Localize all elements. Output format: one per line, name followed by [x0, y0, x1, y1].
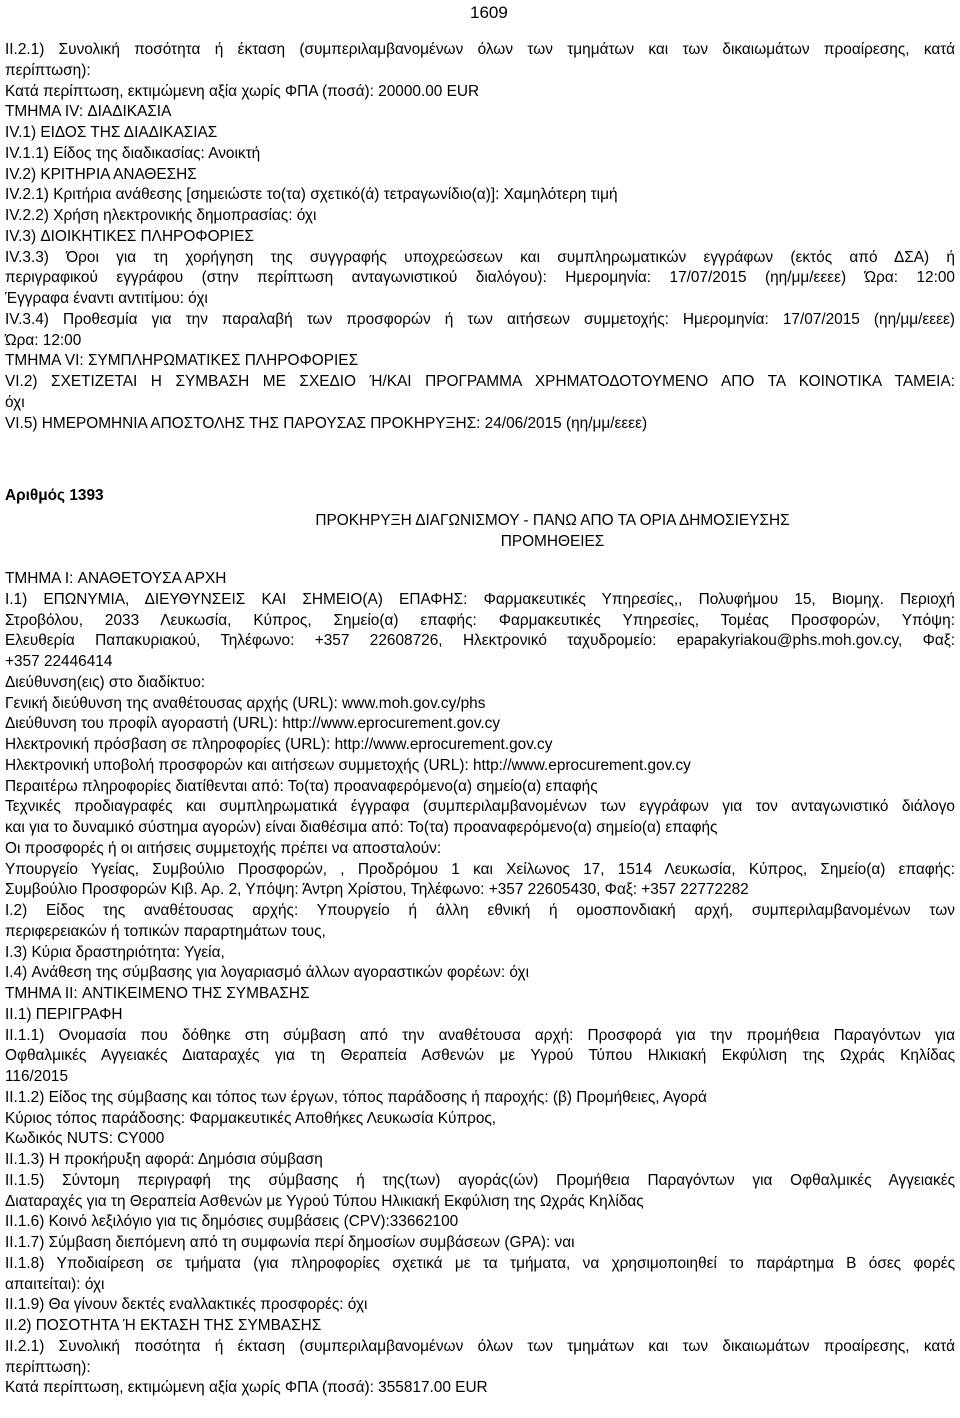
- text-line: Διεύθυνση(εις) στο διαδίκτυο:: [5, 673, 206, 691]
- text-line: II.2.1) Συνολική ποσότητα ή έκταση (συμπεριλαμβανομένων όλων των τμημάτων και των δικαιωμάτων προαίρεσης, κατά: [5, 1337, 955, 1355]
- text-line: Στροβόλου, 2033 Λευκωσία, Κύπρος, Σημείο(α) επαφής: Φαρμακευτικές Υπηρεσίες, Τομέας Προσφορών, Υπόψη:: [5, 611, 955, 629]
- text-line: Συμβούλιο Προσφορών Κιβ. Αρ. 2, Υπόψη: Άντρη Χρίστου, Τηλέφωνο: +357 22605430, Φαξ: +357 22772282: [5, 881, 749, 899]
- text-line: IV.2.2) Χρήση ηλεκτρονικής δημοπρασίας: όχι: [5, 207, 317, 224]
- notice-title-line-2: ΠΡΟΜΗΘΕΙΕΣ: [500, 533, 605, 550]
- text-line: περίπτωση):: [5, 1358, 91, 1376]
- text-line: Οι προσφορές ή οι αιτήσεις συμμετοχής πρέπει να αποσταλούν:: [5, 839, 442, 857]
- text-line: IV.3.4) Προθεσμία για την παραλαβή των προσφορών ή των αιτήσεων συμμετοχής: Ημερομηνία: 17/07/2015 (ηη/μμ/εεεε): [5, 310, 955, 328]
- text-line: II.2) ΠΟΣΟΤΗΤΑ Ή ΕΚΤΑΣΗ ΤΗΣ ΣΥΜΒΑΣΗΣ: [5, 1317, 322, 1334]
- text-line: +357 22446414: [5, 653, 113, 670]
- page-number: 1609: [470, 3, 508, 22]
- text-line: Κύριος τόπος παράδοσης: Φαρμακευτικές Αποθήκες Λευκωσία Κύπρος,: [5, 1109, 497, 1127]
- text-line: I.1) ΕΠΩΝΥΜΙΑ, ΔΙΕΥΘΥΝΣΕΙΣ ΚΑΙ ΣΗΜΕΙΟ(Α) ΕΠΑΦΗΣ: Φαρμακευτικές Υπηρεσίες,, Πολυφήμου 15, Βιομηχ. Περιοχή: [5, 590, 955, 608]
- text-line: II.1.6) Κοινό λεξιλόγιο για τις δημόσιες συμβάσεις (CPV):33662100: [5, 1213, 459, 1231]
- text-line: II.1.8) Υποδιαίρεση σε τμήματα (για πληροφορίες σχετικά με τα τμήματα, να χρησιμοποιηθεί το παράρτημα B όσες φορές: [5, 1254, 955, 1272]
- text-line: Ηλεκτρονική πρόσβαση σε πληροφορίες (URL): http://www.eprocurement.gov.cy: [5, 736, 553, 753]
- text-line: περίπτωση):: [5, 61, 91, 79]
- text-line: II.1.1) Ονομασία που δόθηκε στη σύμβαση από την αναθέτουσα αρχή: Προσφορά για την προμήθεια Παραγόντων για: [5, 1026, 955, 1044]
- text-line: Περαιτέρω πληροφορίες διατίθενται από: Το(τα) προαναφερόμενο(α) σημείο(α) επαφής: [5, 777, 598, 795]
- text-line: όχι: [5, 393, 25, 411]
- text-line: II.1.2) Είδος της σύμβασης και τόπος των έργων, τόπος παράδοσης ή παροχής: (β) Προμήθειες, Αγορά: [5, 1088, 707, 1106]
- text-line: Κωδικός NUTS: CY000: [5, 1130, 165, 1148]
- text-line: I.2) Είδος της αναθέτουσας αρχής: Υπουργείο ή άλλη εθνική ή ομοσπονδιακή αρχή, συμπεριλαμβανομένων των: [5, 902, 955, 919]
- text-line: Έγγραφα έναντι αντιτίμου: όχι: [5, 290, 208, 307]
- text-line: Κατά περίπτωση, εκτιμώμενη αξία χωρίς ΦΠΑ (ποσά): 20000.00 EUR: [5, 82, 480, 100]
- text-line: Κατά περίπτωση, εκτιμώμενη αξία χωρίς ΦΠΑ (ποσά): 355817.00 EUR: [5, 1379, 488, 1397]
- text-line: VI.2) ΣΧΕΤΙΖΕΤΑΙ Η ΣΥΜΒΑΣΗ ΜΕ ΣΧΕΔΙΟ Ή/ΚΑΙ ΠΡΟΓΡΑΜΜΑ ΧΡΗΜΑΤΟΔΟΤΟΥΜΕΝΟ ΑΠΟ ΤΑ ΚΟΙΝΟΤΙΚΑ ΤΑΜΕΙΑ:: [5, 373, 955, 390]
- text-line: ΤΜΗΜΑ I: ΑΝΑΘΕΤΟΥΣΑ ΑΡΧΗ: [5, 570, 227, 587]
- notice-body: [5, 569, 955, 1399]
- text-line: Οφθαλμικές Αγγειακές Διαταραχές για τη Θεραπεία Ασθενών με Υγρού Τύπου Ηλικιακή Εκφύλιση της Ωχράς Κηλίδας: [5, 1047, 955, 1065]
- text-line: II.2.1) Συνολική ποσότητα ή έκταση (συμπεριλαμβανομένων όλων των τμημάτων και των δικαιωμάτων προαίρεσης, κατά: [5, 41, 955, 58]
- text-line: Υπουργείο Υγείας, Συμβούλιο Προσφορών, , Προδρόμου 1 και Χείλωνος 17, 1514 Λευκωσία, Κύπρος, Σημείο(α) επαφής:: [5, 860, 955, 878]
- text-line: IV.1) ΕΙΔΟΣ ΤΗΣ ΔΙΑΔΙΚΑΣΙΑΣ: [5, 124, 218, 141]
- text-line: I.4) Ανάθεση της σύμβασης για λογαριασμό άλλων αγοραστικών φορέων: όχι: [5, 964, 530, 982]
- text-line: IV.2) ΚΡΙΤΗΡΙΑ ΑΝΑΘΕΣΗΣ: [5, 165, 197, 183]
- text-line: και για το δυναμικό σύστημα αγορών) είναι διαθέσιμα από: Το(τα) προαναφερόμενο(α) σημείο(α) επαφής: [5, 819, 718, 836]
- text-line: II.1.5) Σύντομη περιγραφή της σύμβασης ή της(των) αγοράς(ών) Προμήθεια Παραγόντων για Οφθαλμικές Αγγειακές: [5, 1171, 955, 1189]
- text-line: 116/2015: [5, 1068, 69, 1085]
- text-line: περιγραφικού εγγράφου (στην περίπτωση ανταγωνιστικού διαλόγου): Ημερομηνία: 17/07/2015 (ηη/μμ/εεεε) Ώρα: 12:00: [5, 269, 955, 287]
- text-line: I.3) Κύρια δραστηριότητα: Υγεία,: [5, 943, 225, 961]
- text-line: IV.1.1) Είδος της διαδικασίας: Ανοικτή: [5, 144, 261, 162]
- text-line: IV.3) ΔΙΟΙΚΗΤΙΚΕΣ ΠΛΗΡΟΦΟΡΙΕΣ: [5, 227, 254, 245]
- text-line: Διαταραχές για τη Θεραπεία Ασθενών με Υγρού Τύπου Ηλικιακή Εκφύλιση της Ωχράς Κηλίδας: [5, 1192, 644, 1210]
- text-line: Ώρα: 12:00: [5, 331, 82, 349]
- notice-number: Αριθμός 1393: [5, 487, 104, 504]
- text-line: ΤΜΗΜΑ VI: ΣΥΜΠΛΗΡΩΜΑΤΙΚΕΣ ΠΛΗΡΟΦΟΡΙΕΣ: [5, 352, 359, 370]
- text-line: Ελευθερία Παπακυριακού, Τηλέφωνο: +357 22608726, Ηλεκτρονικό ταχυδρομείο: epapakyriakou@phs.moh.gov.cy, Φαξ:: [5, 632, 955, 650]
- text-line: II.1.9) Θα γίνουν δεκτές εναλλακτικές προσφορές: όχι: [5, 1296, 368, 1314]
- text-line: II.1.7) Σύμβαση διεπόμενη από τη συμφωνία περί δημοσίων συμβάσεων (GPA): ναι: [5, 1234, 575, 1251]
- notice-title-line-1: ΠΡΟΚΗΡΥΞΗ ΔΙΑΓΩΝΙΣΜΟΥ - ΠΑΝΩ ΑΠΟ ΤΑ ΟΡΙΑ ΔΗΜΟΣΙΕΥΣΗΣ: [315, 512, 790, 529]
- text-line: ΤΜΗΜΑ II: ΑΝΤΙΚΕΙΜΕΝΟ ΤΗΣ ΣΥΜΒΑΣΗΣ: [5, 985, 310, 1002]
- text-line: απαιτείται): όχι: [5, 1275, 105, 1293]
- text-line: VI.5) ΗΜΕΡΟΜΗΝΙΑ ΑΠΟΣΤΟΛΗΣ ΤΗΣ ΠΑΡΟΥΣΑΣ ΠΡΟΚΗΡΥΞΗΣ: 24/06/2015 (ηη/μμ/εεεε): [5, 414, 648, 432]
- text-line: II.1) ΠΕΡΙΓΡΑΦΗ: [5, 1005, 123, 1023]
- previous-notice-continuation: [5, 40, 955, 434]
- text-line: IV.2.1) Κριτήρια ανάθεσης [σημειώστε το(τα) σχετικό(ά) τετραγωνίδιο(α)]: Χαμηλότερη τιμή: [5, 186, 618, 204]
- text-line: II.1.3) Η προκήρυξη αφορά: Δημόσια σύμβαση: [5, 1151, 323, 1168]
- text-line: Τεχνικές προδιαγραφές και συμπληρωματικά έγγραφα (συμπεριλαμβανομένων των εγγράφων για τον ανταγωνιστικό διάλογο: [5, 798, 955, 816]
- text-line: Διεύθυνση του προφίλ αγοραστή (URL): http://www.eprocurement.gov.cy: [5, 715, 501, 733]
- text-line: Γενική διεύθυνση της αναθέτουσας αρχής (URL): www.moh.gov.cy/phs: [5, 694, 486, 712]
- text-line: IV.3.3) Όροι για τη χορήγηση της συγγραφής υποχρεώσεων και συμπληρωματικών εγγράφων (εκτός από ΔΣΑ) ή: [5, 248, 955, 266]
- text-line: ΤΜΗΜΑ IV: ΔΙΑΔΙΚΑΣΙΑ: [5, 103, 172, 121]
- text-line: Ηλεκτρονική υποβολή προσφορών και αιτήσεων συμμετοχής (URL): http://www.eprocurement.gov.cy: [5, 756, 691, 774]
- text-line: περιφερειακών ή τοπικών παραρτημάτων τους,: [5, 922, 326, 940]
